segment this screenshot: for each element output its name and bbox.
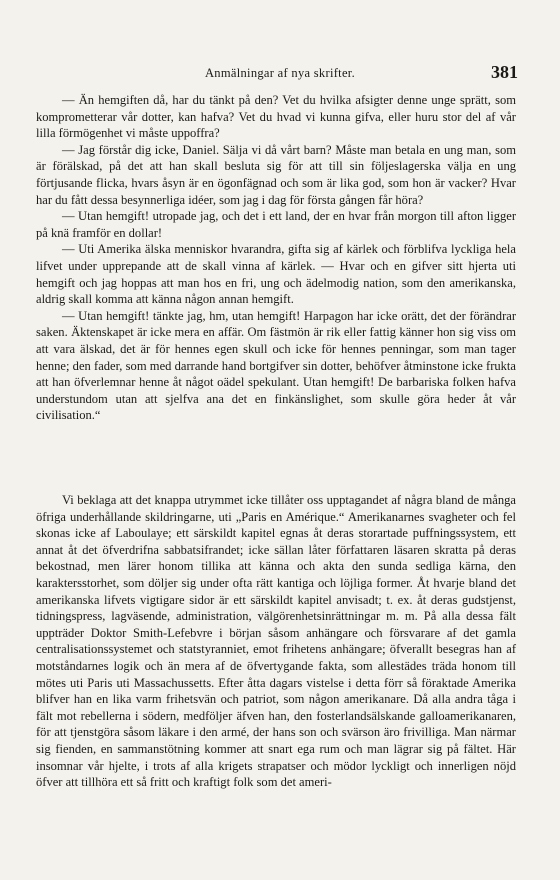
dialogue-paragraph: — Jag förstår dig icke, Daniel. Sälja vi då vårt barn? Måste man betala en ung man, som är förälskad, på det att han skall besluta sig för att till sin följeslagerska välja en ung förtjusande flicka, hvars åsyn är en ögonfägnad och som är lika god, som hon är vacker? Hvar har du fått dessa besynnerliga idéer, som jag i dag för första gången får höra?: [36, 142, 516, 207]
dialogue-paragraph: — Utan hemgift! tänkte jag, hm, utan hemgift! Harpagon har icke orätt, det der förändrar saken. Äktenskapet är icke mera en affär. Om fästmön är rik eller fattig känner hon sig viss om att vara älskad, det är för hennes egen skull och icke för hennes penningar, som man tager henne; den fader, som med darrande hand bortgifver sin dotter, behöfver åtminstone icke frukta att han öfverlemnar henne åt något oädel spekulant. Utan hemgift! De barbariska folken hafva understundom utan att sjelfva ana det en finkänslighet, som skulle göra heder åt vår civilisation.“: [36, 308, 516, 423]
review-block: [36, 492, 516, 791]
dialogue-paragraph: — Än hemgiften då, har du tänkt på den? Vet du hvilka afsigter denne unge sprätt, som komprometterar vår dotter, kan hafva? Vet du hvad vi kunna gifva, eller huru stor del af vår lilla förmögenhet vi måste uppoffra?: [36, 93, 516, 141]
running-title: Anmälningar af nya skrifter.: [204, 66, 356, 80]
dialogue-paragraph: — Uti Amerika älska menniskor hvarandra, gifta sig af kärlek och förblifva lyckliga hela lifvet under upprepande att de skall vinna af kärlek. — Hvar och en gifver sitt hjerta uti hemgift och jag hoppas att man hos en fri, ung och ädelmodig nation, som den amerikanska, aldrig skall komma att känna någon annan hemgift.: [36, 242, 516, 307]
page-number: 381: [491, 62, 518, 82]
dialogue-paragraph: — Utan hemgift! utropade jag, och det i ett land, der en hvar från morgon till afton ligger på knä framför en dollar!: [36, 209, 516, 240]
review-paragraph: Vi beklaga att det knappa utrymmet icke tillåter oss upptagandet af några bland de många öfriga underhållande skildringarne, uti „Paris en Amérique.“ Amerikanarnes svagheter och fel skonas icke af Laboulaye; ett särskildt kapitel egnas åt deras storartade puffningssystem, ett annat åt det öfverdrifna sabbatsifrandet; icke sällan låter författaren läsaren skratta på deras bekostnad, men lärer honom tillika att känna och akta den sunda sedliga kärna, den karaktersstorhet, som döljer sig under ofta rätt kantiga och löjliga former. Åt hvarje bland det amerikanska lifvets vigtigare sidor är ett särskildt kapitel anvisadt; t. ex. åt deras gudstjenst, tidningspress, lagväsende, administration, välgörenhetsinrättningar m. m. På alla dessa fält uppträder Doktor Smith-Lefebvre i början såsom anhängare och försvarare af det gamla centralisationssystemet och statstyranniet, emot frihetens anhängare; öfverallt besegras han af motståndarnes logik och än mera af de öfvertygande fakta, som allestädes träda honom till mötes uti Paris uti Massachussetts. Efter åtta dagars vistelse i detta förr så föraktade Amerika blifver han en lika varm frihetsvän och patriot, som någon amerikanare. Då alla andra tåga i fält mot rebellerna i södern, medföljer äfven han, den fosterlandsälskande galloamerikanaren, för att tjenstgöra såsom läkare i den armé, der hans son och svärson äro frivilliga. Man närmar sig fienden, en sammanstötning kommer att snart ega rum och man lägrar sig på fältet. Här insomnar vår hjelte, i trots af alla krigets strapatser och mödor lyckligt och innerligen nöjd öfver att tillhöra ett så fritt och kraftigt folk som det ameri-: [36, 493, 516, 790]
running-header: [36, 62, 524, 84]
dialogue-block: [36, 92, 516, 424]
